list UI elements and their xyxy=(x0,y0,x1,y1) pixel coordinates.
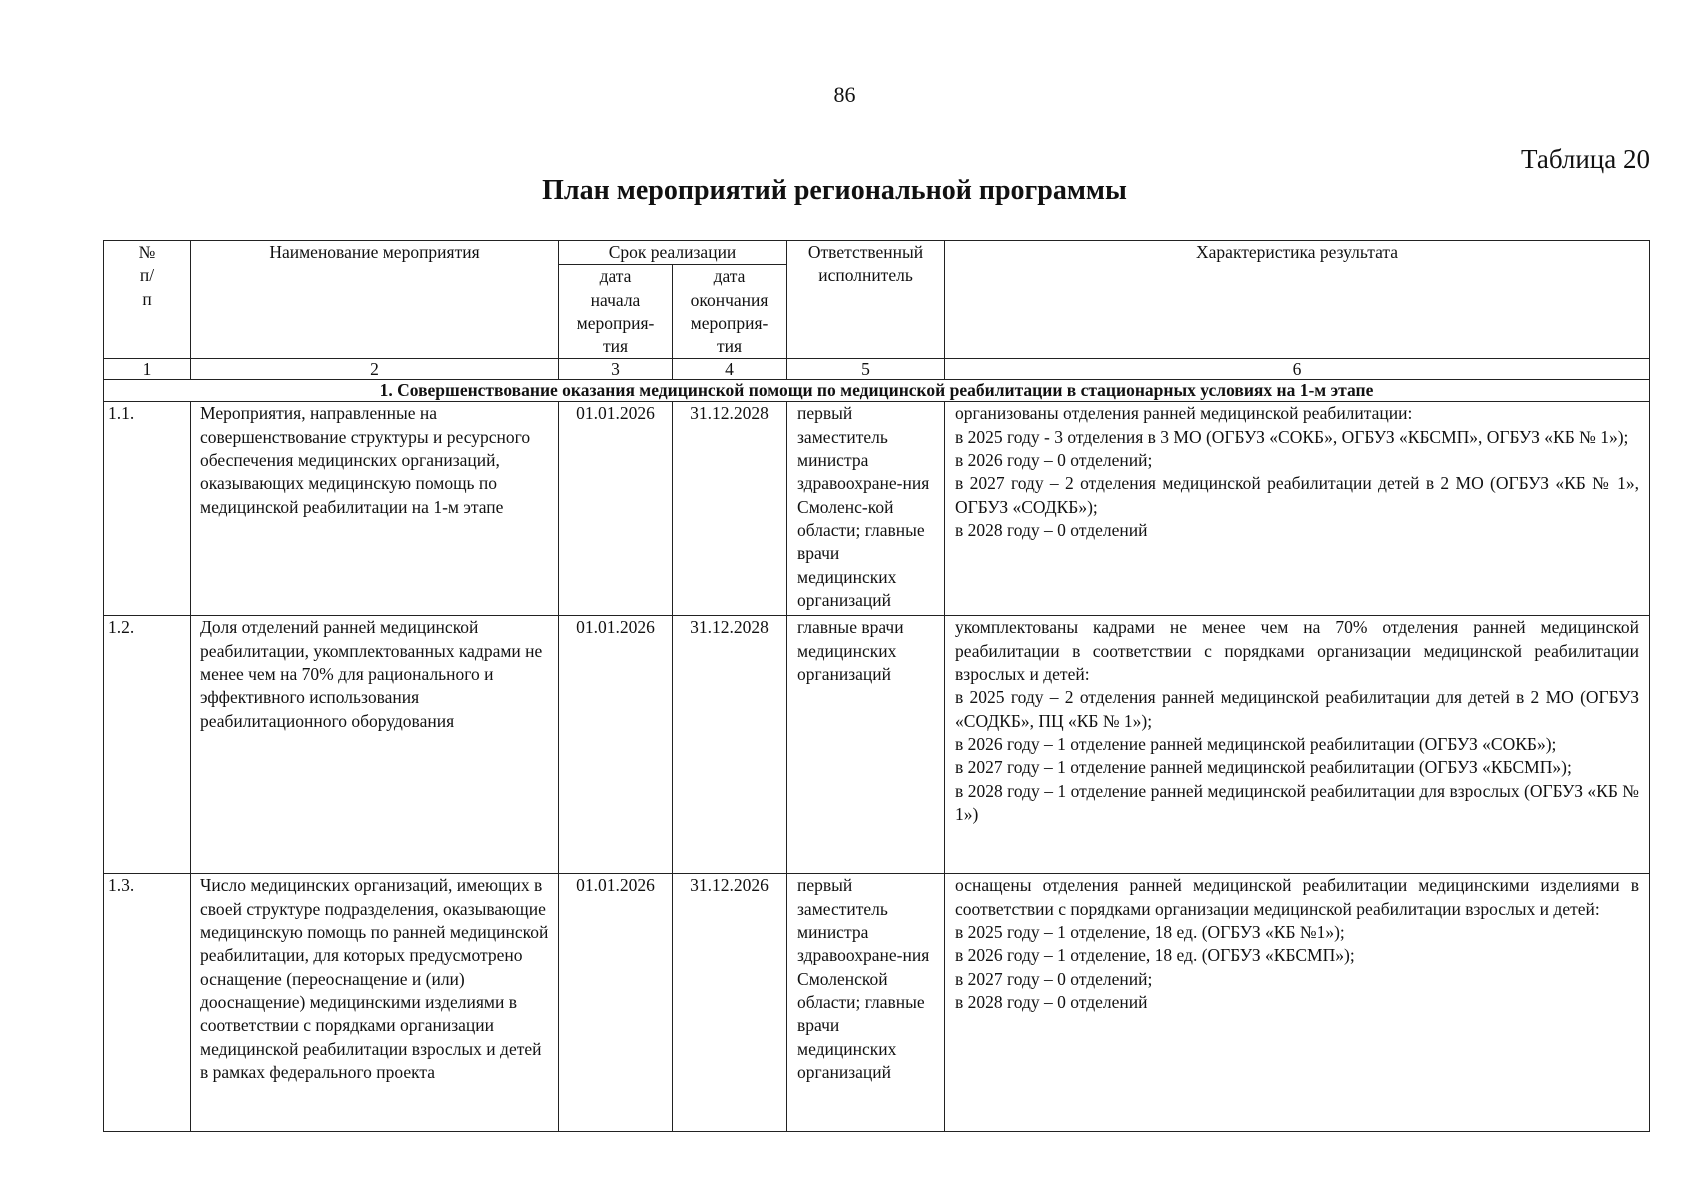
result-line: в 2027 году – 2 отделения медицинской реабилитации детей в 2 МО (ОГБУЗ «КБ № 1», ОГБУЗ «СОДКБ»); xyxy=(955,473,1640,517)
row-result xyxy=(945,874,1650,1132)
section-title: 1. Совершенствование оказания медицинской помощи по медицинской реабилитации в стационарных условиях на 1-м этапе xyxy=(104,380,1650,402)
row-end-date: 31.12.2028 xyxy=(673,402,787,616)
row-responsible: главные врачи медицинских организаций xyxy=(787,616,945,874)
row-name: Число медицинских организаций, имеющих в своей структуре подразделения, оказывающие медицинскую помощь по ранней медицинской реабилитации, для которых предусмотрено оснащение (переоснащение и (или) дооснащение) медицинскими изделиями в соответствии с порядками организации медицинской реабилитации взрослых и детей в рамках федерального проекта xyxy=(191,874,559,1132)
column-number: 3 xyxy=(559,359,673,380)
result-line: в 2027 году – 0 отделений; xyxy=(955,968,1153,989)
table-header-row xyxy=(104,241,1650,265)
row-result xyxy=(945,616,1650,874)
result-line: организованы отделения ранней медицинской реабилитации: xyxy=(955,403,1413,424)
result-line: в 2028 году – 0 отделений xyxy=(955,519,1148,540)
header-end-line: тия xyxy=(716,336,743,357)
result-line: укомплектованы кадрами не менее чем на 70% отделения ранней медицинской реабилитации в соответствии с порядками организации медицинской реабилитации взрослых и детей: xyxy=(955,617,1640,685)
section-row xyxy=(104,380,1650,402)
result-line: в 2028 году – 0 отделений xyxy=(955,991,1148,1012)
result-line: в 2026 году – 1 отделение, 18 ед. (ОГБУЗ «КБСМП»); xyxy=(955,945,1355,966)
result-line: в 2026 году – 0 отделений; xyxy=(955,450,1153,471)
header-end-line: дата xyxy=(713,266,746,287)
row-responsible: первый заместитель министра здравоохране-ния Смоленс-кой области; главные врачи медицинских организаций xyxy=(787,402,945,616)
header-period: Срок реализации xyxy=(559,241,787,265)
row-start-date: 01.01.2026 xyxy=(559,616,673,874)
row-end-date: 31.12.2026 xyxy=(673,874,787,1132)
header-start-line: дата xyxy=(599,266,632,287)
header-responsible-line: исполнитель xyxy=(818,265,913,286)
header-start-line: начала xyxy=(590,289,641,310)
plan-table xyxy=(103,240,1650,1132)
row-start-date: 01.01.2026 xyxy=(559,874,673,1132)
table-row xyxy=(104,402,1650,616)
header-start-line: мероприя- xyxy=(576,312,655,333)
column-number: 4 xyxy=(673,359,787,380)
header-start-date xyxy=(559,265,673,359)
result-line: в 2027 году – 1 отделение ранней медицинской реабилитации (ОГБУЗ «КБСМП»); xyxy=(955,757,1572,778)
column-number-row xyxy=(104,359,1650,380)
header-start-line: тия xyxy=(602,336,629,357)
header-num: № п/п xyxy=(104,241,191,359)
result-line: в 2026 году – 1 отделение ранней медицинской реабилитации (ОГБУЗ «СОКБ»); xyxy=(955,733,1557,754)
column-number: 1 xyxy=(104,359,191,380)
header-end-line: мероприя- xyxy=(690,312,769,333)
header-end-date xyxy=(673,265,787,359)
row-number: 1.1. xyxy=(104,402,191,616)
row-start-date: 01.01.2026 xyxy=(559,402,673,616)
row-number: 1.2. xyxy=(104,616,191,874)
header-result: Характеристика результата xyxy=(945,241,1650,359)
column-number: 5 xyxy=(787,359,945,380)
row-name: Доля отделений ранней медицинской реабилитации, укомплектованных кадрами не менее чем на 70% для рационального и эффективного использования реабилитационного оборудования xyxy=(191,616,559,874)
result-line: в 2025 году - 3 отделения в 3 МО (ОГБУЗ «СОКБ», ОГБУЗ «КБСМП», ОГБУЗ «КБ № 1»); xyxy=(955,426,1629,447)
result-line: в 2028 году – 1 отделение ранней медицинской реабилитации для взрослых (ОГБУЗ «КБ № 1») xyxy=(955,780,1640,824)
table-label: Таблица 20 xyxy=(1521,144,1650,174)
row-result xyxy=(945,402,1650,616)
column-number: 2 xyxy=(191,359,559,380)
page-number: 86 xyxy=(833,82,856,107)
header-responsible-line: Ответственный xyxy=(807,242,924,262)
result-line: в 2025 году – 2 отделения ранней медицинской реабилитации для детей в 2 МО (ОГБУЗ «СОДКБ», ПЦ «КБ № 1»); xyxy=(955,687,1640,731)
header-end-line: окончания xyxy=(690,289,769,310)
table-row xyxy=(104,874,1650,1132)
row-responsible: первый заместитель министра здравоохране-ния Смоленской области; главные врачи медицинских организаций xyxy=(787,874,945,1132)
row-name: Мероприятия, направленные на совершенствование структуры и ресурсного обеспечения медицинских организаций, оказывающих медицинскую помощь по медицинской реабилитации на 1-м этапе xyxy=(191,402,559,616)
row-number: 1.3. xyxy=(104,874,191,1132)
document-title: План мероприятий региональной программы xyxy=(542,175,1127,206)
table-row xyxy=(104,616,1650,874)
header-responsible xyxy=(787,241,945,359)
result-line: оснащены отделения ранней медицинской реабилитации медицинскими изделиями в соответствии с порядками организации медицинской реабилитации взрослых и детей: xyxy=(955,875,1640,919)
result-line: в 2025 году – 1 отделение, 18 ед. (ОГБУЗ «КБ №1»); xyxy=(955,922,1345,943)
row-end-date: 31.12.2028 xyxy=(673,616,787,874)
column-number: 6 xyxy=(945,359,1650,380)
header-name: Наименование мероприятия xyxy=(191,241,559,359)
